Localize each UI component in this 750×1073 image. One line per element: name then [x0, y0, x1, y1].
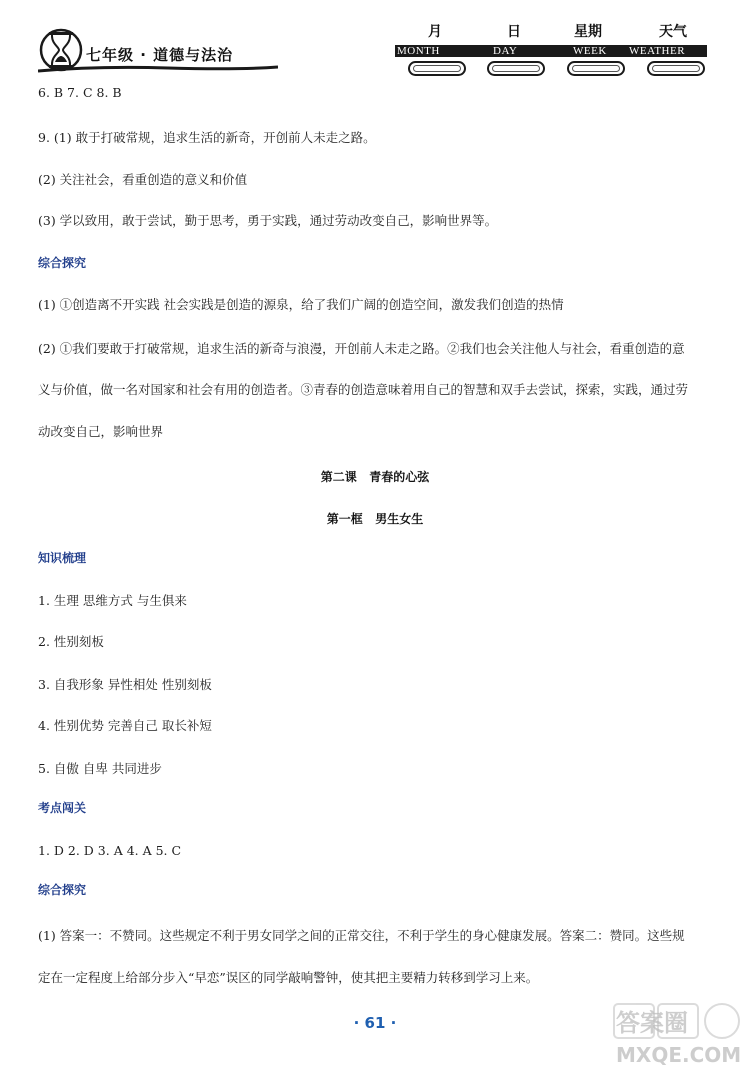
section-heading: 综合探究	[38, 883, 87, 897]
text-line: 1. 生理 思维方式 与生俱来	[38, 593, 187, 608]
text-line: 3. 自我形象 异性相处 性别刻板	[38, 677, 212, 692]
section-heading: 考点闯关	[38, 801, 87, 815]
day-sub-label: DAY	[493, 45, 518, 57]
text-line: 1. D 2. D 3. A 4. A 5. C	[38, 843, 182, 858]
text-line: 义与价值，做一名对国家和社会有用的创造者。③青春的创造意味着用自己的智慧和双手去尝试，探索，实践，通过劳	[38, 382, 689, 397]
title-underline	[38, 65, 278, 73]
lesson-title: 第二课 青春的心弦	[320, 470, 430, 484]
weather-label: 天气	[659, 24, 687, 40]
text-line: (1) ①创造离不开实践 社会实践是创造的源泉，给了我们广阔的创造空间，激发我们创造的热情	[38, 297, 564, 312]
month-field[interactable]	[408, 61, 466, 76]
date-bar	[395, 45, 707, 57]
section-heading: 知识梳理	[38, 551, 87, 565]
section-title: 第一框 男生女生	[326, 512, 424, 526]
text-line: 2. 性别刻板	[38, 634, 104, 649]
text-line: 6. B 7. C 8. B	[38, 85, 122, 100]
text-line: 动改变自己，影响世界	[38, 424, 164, 439]
weather-field[interactable]	[647, 61, 705, 76]
watermark-top-text: 答案圈	[616, 1009, 688, 1037]
text-line: (3) 学以致用，敢于尝试，勤于思考，勇于实践，通过劳动改变自己，影响世界等。	[38, 213, 498, 228]
page-header	[0, 0, 750, 80]
text-line: 4. 性别优势 完善自己 取长补短	[38, 718, 212, 733]
week-label: 星期	[574, 24, 602, 40]
week-field[interactable]	[567, 61, 625, 76]
section-heading: 综合探究	[38, 256, 87, 270]
book-title: 七年级 · 道德与法治	[86, 46, 234, 64]
month-sub-label: MONTH	[397, 45, 440, 57]
month-label: 月	[428, 24, 442, 40]
page-number: · 61 ·	[353, 1014, 397, 1032]
watermark-logo	[612, 1002, 744, 1068]
text-line: (1) 答案一：不赞同。这些规定不利于男女同学之间的正常交往，不利于学生的身心健康发展。答案二：赞同。这些规	[38, 928, 685, 943]
watermark-bottom-text: MXQE.COM	[616, 1043, 742, 1067]
week-sub-label: WEEK	[573, 45, 607, 57]
date-labels	[395, 21, 715, 41]
day-field[interactable]	[487, 61, 545, 76]
text-line: (2) ①我们要敢于打破常规，追求生活的新奇与浪漫，开创前人未走之路。②我们也会关注他人与社会，看重创造的意	[38, 341, 685, 356]
weather-sub-label: WEATHER	[629, 45, 686, 57]
text-line: 定在一定程度上给部分步入“早恋”误区的同学敲响警钟，使其把主要精力转移到学习上来。	[38, 970, 539, 985]
text-line: 5. 自傲 自卑 共同进步	[38, 761, 162, 776]
day-label: 日	[507, 24, 521, 40]
text-line: (2) 关注社会，看重创造的意义和价值	[38, 172, 248, 187]
text-line: 9. (1) 敢于打破常规，追求生活的新奇，开创前人未走之路。	[38, 130, 376, 145]
